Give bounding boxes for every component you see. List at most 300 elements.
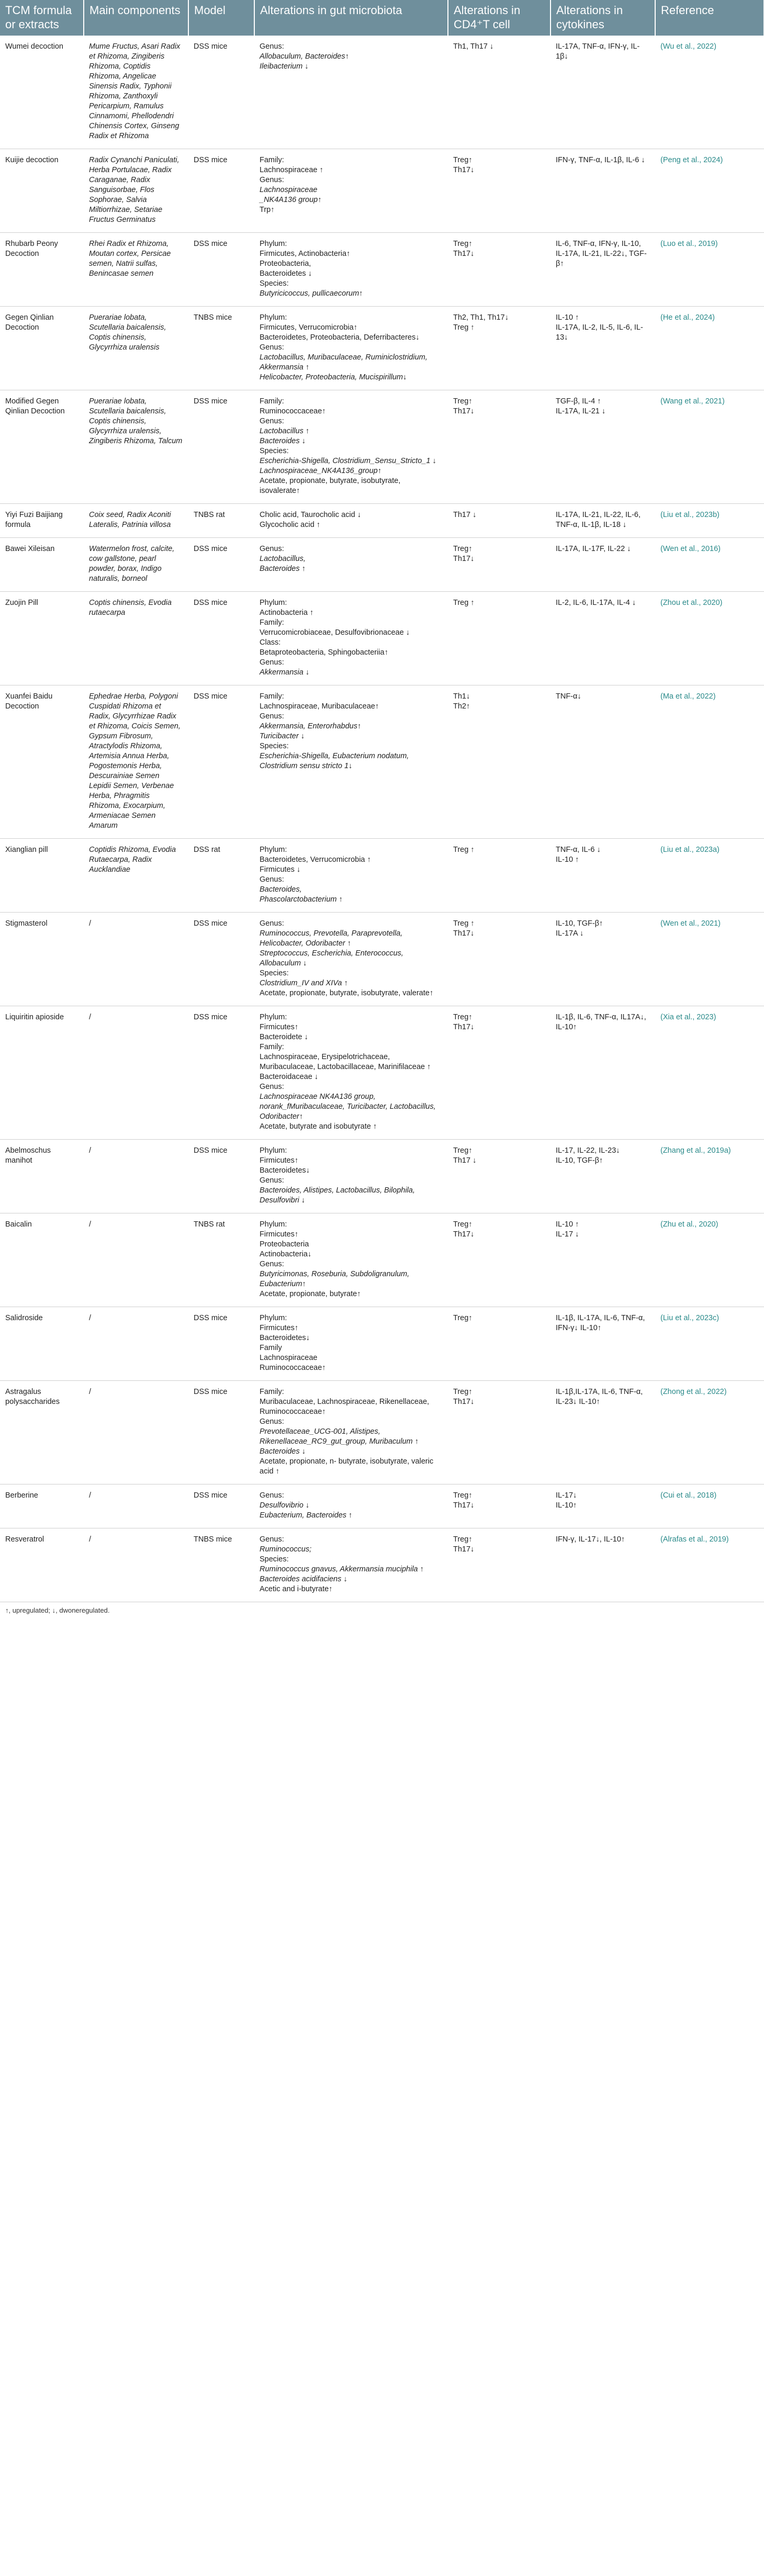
cd4-line: Treg↑ bbox=[453, 1220, 473, 1229]
cell-cd4 bbox=[448, 1528, 550, 1602]
microbiota-line: Bacteroidaceae ↓ bbox=[260, 1073, 319, 1081]
microbiota-line: Ruminococcus gnavus, Akkermansia muciphila ↑ bbox=[260, 1565, 424, 1573]
cell-tcm-name: Xianglian pill bbox=[0, 839, 84, 913]
cell-components: / bbox=[84, 1484, 188, 1528]
cytokine-line: IL-17A, IL-17F, IL-22 ↓ bbox=[556, 545, 631, 553]
cell-microbiota bbox=[254, 685, 448, 839]
cell-model: TNBS mice bbox=[188, 1528, 254, 1602]
cell-model: DSS mice bbox=[188, 390, 254, 504]
microbiota-line: Actinobacteria↓ bbox=[260, 1250, 312, 1258]
header-components: Main components bbox=[84, 0, 188, 36]
cell-tcm-name: Stigmasterol bbox=[0, 913, 84, 1006]
table-row bbox=[0, 839, 764, 913]
table-row bbox=[0, 685, 764, 839]
microbiota-line: Family: bbox=[260, 692, 284, 701]
microbiota-line: Bacteroides ↑ bbox=[260, 565, 306, 573]
cell-model: TNBS mice bbox=[188, 307, 254, 390]
cell-components: Coptidis Rhizoma, Evodia Rutaecarpa, Radix Aucklandiae bbox=[84, 839, 188, 913]
footnote: ↑, upregulated; ↓, dwoneregulated. bbox=[5, 1606, 110, 1614]
cytokine-line: TNF-α↓ bbox=[556, 692, 581, 701]
cell-cd4 bbox=[448, 390, 550, 504]
table-row bbox=[0, 233, 764, 307]
cell-reference bbox=[655, 1140, 764, 1213]
cytokine-line: IL-1β, IL-17A, IL-6, TNF-α, IFN-γ↓ IL-10↑ bbox=[556, 1314, 645, 1332]
reference-link[interactable]: (Wen et al., 2016) bbox=[660, 545, 721, 553]
microbiota-line: Acetate, propionate, butyrate↑ bbox=[260, 1290, 361, 1298]
microbiota-line: Bacteroides, Alistipes, Lactobacillus, Bilophila, Desulfovibri ↓ bbox=[260, 1186, 415, 1205]
microbiota-line: Genus: bbox=[260, 1418, 284, 1426]
cell-microbiota bbox=[254, 1006, 448, 1140]
table-row bbox=[0, 913, 764, 1006]
header-microbiota: Alterations in gut microbiota bbox=[254, 0, 448, 36]
table-row bbox=[0, 1381, 764, 1484]
cytokine-line: IL-17, IL-22, IL-23↓ bbox=[556, 1146, 620, 1155]
reference-link[interactable]: (Ma et al., 2022) bbox=[660, 692, 716, 701]
cell-model: DSS mice bbox=[188, 149, 254, 233]
cell-microbiota bbox=[254, 1213, 448, 1307]
microbiota-line: Acetate, propionate, butyrate, isobutyrate, valerate↑ bbox=[260, 989, 434, 997]
cell-reference bbox=[655, 1484, 764, 1528]
cell-microbiota bbox=[254, 1484, 448, 1528]
cd4-line: Th2↑ bbox=[453, 702, 470, 711]
cell-tcm-name: Baicalin bbox=[0, 1213, 84, 1307]
microbiota-line: Firmicutes, Actinobacteria↑ bbox=[260, 250, 351, 258]
cell-components: / bbox=[84, 913, 188, 1006]
cytokine-line: IL-6, TNF-α, IFN-γ, IL-10, IL-17A, IL-21, IL-22↓, TGF-β↑ bbox=[556, 240, 647, 268]
microbiota-line: Genus: bbox=[260, 658, 284, 667]
microbiota-line: Firmicutes↑ bbox=[260, 1156, 299, 1165]
microbiota-line: Streptococcus, Escherichia, Enterococcus, Allobaculum ↓ bbox=[260, 949, 403, 968]
microbiota-line: Phylum: bbox=[260, 1013, 287, 1021]
cd4-line: Th17↓ bbox=[453, 1230, 475, 1239]
cell-tcm-name: Liquiritin apioside bbox=[0, 1006, 84, 1140]
cd4-line: Th17↓ bbox=[453, 555, 475, 563]
cell-tcm-name: Salidroside bbox=[0, 1307, 84, 1381]
cell-components: Rhei Radix et Rhizoma, Moutan cortex, Persicae semen, Natrii sulfas, Benincasae semen bbox=[84, 233, 188, 307]
cell-cytokines bbox=[550, 233, 655, 307]
microbiota-line: Firmicutes↑ bbox=[260, 1230, 299, 1239]
cytokine-line: TGF-β, IL-4 ↑ bbox=[556, 397, 601, 406]
cell-tcm-name: Zuojin Pill bbox=[0, 592, 84, 685]
cell-reference bbox=[655, 839, 764, 913]
microbiota-line: Genus: bbox=[260, 343, 284, 352]
microbiota-line: Phylum: bbox=[260, 1220, 287, 1229]
cytokine-line: IL-10 ↑ bbox=[556, 856, 579, 864]
microbiota-line: Ruminococcaceae↑ bbox=[260, 407, 326, 415]
cell-model: DSS mice bbox=[188, 1006, 254, 1140]
microbiota-line: Species: bbox=[260, 742, 289, 750]
cd4-line: Treg ↑ bbox=[453, 599, 475, 607]
reference-link[interactable]: (Liu et al., 2023b) bbox=[660, 511, 720, 519]
table-header bbox=[0, 0, 764, 36]
cell-cd4 bbox=[448, 36, 550, 149]
reference-link[interactable]: (Peng et al., 2024) bbox=[660, 156, 723, 164]
cell-reference bbox=[655, 233, 764, 307]
cell-model: DSS mice bbox=[188, 592, 254, 685]
cell-components: Coptis chinensis, Evodia rutaecarpa bbox=[84, 592, 188, 685]
cell-components: Puerariae lobata, Scutellaria baicalensis, Coptis chinensis, Glycyrrhiza uralensis, Zingiberis Rhizoma, Talcum bbox=[84, 390, 188, 504]
microbiota-line: Helicobacter, Proteobacteria, Mucispirillum↓ bbox=[260, 373, 407, 381]
cell-cytokines bbox=[550, 1307, 655, 1381]
cell-components: / bbox=[84, 1307, 188, 1381]
cell-model: DSS mice bbox=[188, 913, 254, 1006]
microbiota-line: Actinobacteria ↑ bbox=[260, 609, 314, 617]
table-row bbox=[0, 592, 764, 685]
cd4-line: Th17↓ bbox=[453, 1501, 475, 1510]
cell-model: DSS mice bbox=[188, 538, 254, 592]
cell-cytokines bbox=[550, 36, 655, 149]
cytokine-line: IL-17A, IL-21, IL-22, IL-6, TNF-α, IL-1β, IL-18 ↓ bbox=[556, 511, 641, 529]
cell-reference bbox=[655, 592, 764, 685]
cytokine-line: IL-17A, IL-21 ↓ bbox=[556, 407, 606, 415]
microbiota-line: Ruminococcaceae↑ bbox=[260, 1364, 326, 1372]
microbiota-line: Bacteroidetes↓ bbox=[260, 1334, 310, 1342]
table-body bbox=[0, 36, 764, 1602]
microbiota-line: Akkermansia, Enterorhabdus↑ bbox=[260, 722, 362, 730]
cell-model: TNBS rat bbox=[188, 504, 254, 538]
cytokine-line: IL-17A ↓ bbox=[556, 929, 584, 938]
cd4-line: Th17↓ bbox=[453, 1023, 475, 1031]
microbiota-line: Turicibacter ↓ bbox=[260, 732, 305, 740]
cell-microbiota bbox=[254, 538, 448, 592]
microbiota-line: Escherichia-Shigella, Clostridium_Sensu_Stricto_1 ↓ bbox=[260, 457, 436, 465]
cell-components: Mume Fructus, Asari Radix et Rhizoma, Zingiberis Rhizoma, Coptidis Rhizoma, Angelicae Sinensis Radix, Typhonii Rhizoma, Zanthoxyli Pericarpium, Ramulus Cinnamomi, Phellodendri Chinensis Cortex, Ginseng Radix et Rhizoma bbox=[84, 36, 188, 149]
cell-microbiota bbox=[254, 592, 448, 685]
cell-microbiota bbox=[254, 1307, 448, 1381]
table-row bbox=[0, 149, 764, 233]
microbiota-line: Betaproteobacteria, Sphingobacteriia↑ bbox=[260, 648, 388, 657]
microbiota-line: Species: bbox=[260, 447, 289, 455]
microbiota-line: Phylum: bbox=[260, 1146, 287, 1155]
cell-microbiota bbox=[254, 1140, 448, 1213]
cell-components: Coix seed, Radix Aconiti Lateralis, Patrinia villosa bbox=[84, 504, 188, 538]
microbiota-line: Clostridium_IV and XIVa ↑ bbox=[260, 979, 348, 987]
microbiota-line: Bacteroides, bbox=[260, 885, 302, 894]
cell-cd4 bbox=[448, 1213, 550, 1307]
microbiota-line: Genus: bbox=[260, 1260, 284, 1268]
cell-cytokines bbox=[550, 1484, 655, 1528]
microbiota-line: Lactobacillus ↑ bbox=[260, 427, 310, 435]
cd4-line: Th17↓ bbox=[453, 407, 475, 415]
microbiota-line: Phylum: bbox=[260, 240, 287, 248]
microbiota-line: _NK4A136 group↑ bbox=[260, 196, 322, 204]
cell-components: / bbox=[84, 1213, 188, 1307]
header-cytokines: Alterations in cytokines bbox=[550, 0, 655, 36]
header-tcm: TCM formula or extracts bbox=[0, 0, 84, 36]
cell-model: TNBS rat bbox=[188, 1213, 254, 1307]
cell-reference bbox=[655, 685, 764, 839]
microbiota-line: Lachnospiraceae bbox=[260, 1354, 318, 1362]
microbiota-line: Ileibacterium ↓ bbox=[260, 62, 309, 71]
table-row bbox=[0, 1307, 764, 1381]
reference-link[interactable]: (Zhang et al., 2019a) bbox=[660, 1146, 731, 1155]
cytokine-line: IL-10 ↑ bbox=[556, 1220, 579, 1229]
microbiota-line: Butyricimonas, Roseburia, Subdoligranulum, Eubacterium↑ bbox=[260, 1270, 410, 1288]
cell-reference bbox=[655, 538, 764, 592]
cd4-line: Th17 ↓ bbox=[453, 511, 477, 519]
cytokine-line: IL-17A, TNF-α, IFN-γ, IL-1β↓ bbox=[556, 42, 640, 61]
table-row bbox=[0, 390, 764, 504]
cytokine-line: IFN-γ, IL-17↓, IL-10↑ bbox=[556, 1535, 625, 1544]
cell-reference bbox=[655, 1528, 764, 1602]
cell-reference bbox=[655, 149, 764, 233]
cell-tcm-name: Wumei decoction bbox=[0, 36, 84, 149]
microbiota-line: Lachnospiraceae, Muribaculaceae↑ bbox=[260, 702, 379, 711]
cell-cd4 bbox=[448, 1381, 550, 1484]
microbiota-line: Acetate, propionate, butyrate, isobutyrate, isovalerate↑ bbox=[260, 477, 401, 495]
cell-cd4 bbox=[448, 1307, 550, 1381]
cell-model: DSS mice bbox=[188, 36, 254, 149]
cell-tcm-name: Abelmoschus manihot bbox=[0, 1140, 84, 1213]
table-row bbox=[0, 307, 764, 390]
reference-link[interactable]: (Liu et al., 2023c) bbox=[660, 1314, 720, 1322]
cell-model: DSS mice bbox=[188, 1140, 254, 1213]
microbiota-line: Lachnospiraceae, Erysipelotrichaceae, Muribaculaceae, Lactobacillaceae, Marinifilaceae ↑ bbox=[260, 1053, 431, 1071]
cell-tcm-name: Gegen Qinlian Decoction bbox=[0, 307, 84, 390]
cell-tcm-name: Astragalus polysaccharides bbox=[0, 1381, 84, 1484]
cd4-line: Treg ↑ bbox=[453, 846, 475, 854]
reference-link[interactable]: (Alrafas et al., 2019) bbox=[660, 1535, 729, 1544]
cell-model: DSS mice bbox=[188, 1381, 254, 1484]
cell-reference bbox=[655, 1381, 764, 1484]
cell-microbiota bbox=[254, 1528, 448, 1602]
reference-link[interactable]: (Luo et al., 2019) bbox=[660, 240, 718, 248]
microbiota-line: Firmicutes↑ bbox=[260, 1023, 299, 1031]
microbiota-line: Bacteroides ↓ bbox=[260, 1447, 306, 1456]
cell-model: DSS mice bbox=[188, 233, 254, 307]
cell-cytokines bbox=[550, 1006, 655, 1140]
cell-microbiota bbox=[254, 1381, 448, 1484]
cell-cytokines bbox=[550, 538, 655, 592]
microbiota-line: Prevotellaceae_UCG-001, Alistipes, Rikenellaceae_RC9_gut_group, Muribaculum ↑ bbox=[260, 1427, 419, 1446]
cell-components: Ephedrae Herba, Polygoni Cuspidati Rhizoma et Radix, Glycyrrhizae Radix et Rhizoma, Coicis Semen, Gypsum Fibrosum, Atractylodis Rhizoma, Artemisia Annua Herba, Pogostemonis Herba, Descurainiae Semen Lepidii Semen, Verbenae Herba, Phragmitis Rhizoma, Exocarpium, Armeniacae Semen Amarum bbox=[84, 685, 188, 839]
microbiota-line: Genus: bbox=[260, 1083, 284, 1091]
cd4-line: Th1↓ bbox=[453, 692, 470, 701]
cell-tcm-name: Modified Gegen Qinlian Decoction bbox=[0, 390, 84, 504]
microbiota-line: Lachnospiraceae NK4A136 group, norank_fMuribaculaceae, Turicibacter, Lactobacillus, Odoribacter↑ bbox=[260, 1093, 436, 1121]
microbiota-line: Genus: bbox=[260, 176, 284, 184]
microbiota-line: Species: bbox=[260, 969, 289, 977]
cell-cytokines bbox=[550, 1381, 655, 1484]
cell-cd4 bbox=[448, 233, 550, 307]
microbiota-line: Muribaculaceae, Lachnospiraceae, Rikenellaceae, Ruminococcaceae↑ bbox=[260, 1398, 430, 1416]
microbiota-line: Genus: bbox=[260, 1176, 284, 1185]
microbiota-line: Cholic acid, Taurocholic acid ↓ bbox=[260, 511, 361, 519]
microbiota-line: Bacteroidetes ↓ bbox=[260, 269, 312, 278]
cd4-line: Th17↓ bbox=[453, 929, 475, 938]
microbiota-line: Lachnospiraceae_NK4A136_group↑ bbox=[260, 467, 381, 475]
cd4-line: Treg↑ bbox=[453, 156, 473, 164]
reference-link[interactable]: (Wang et al., 2021) bbox=[660, 397, 725, 406]
microbiota-line: Glycocholic acid ↑ bbox=[260, 521, 321, 529]
table-row bbox=[0, 1528, 764, 1602]
cell-reference bbox=[655, 504, 764, 538]
cd4-line: Treg↑ bbox=[453, 1491, 473, 1500]
microbiota-line: Family: bbox=[260, 156, 284, 164]
cell-microbiota bbox=[254, 149, 448, 233]
microbiota-line: Genus: bbox=[260, 1535, 284, 1544]
cell-tcm-name: Kuijie decoction bbox=[0, 149, 84, 233]
microbiota-line: Genus: bbox=[260, 875, 284, 884]
cytokine-line: IFN-γ, TNF-α, IL-1β, IL-6 ↓ bbox=[556, 156, 645, 164]
microbiota-line: Class: bbox=[260, 638, 281, 647]
microbiota-line: Family: bbox=[260, 618, 284, 627]
table-row bbox=[0, 1213, 764, 1307]
microbiota-line: Genus: bbox=[260, 712, 284, 721]
microbiota-line: Bacteroides ↓ bbox=[260, 437, 306, 445]
microbiota-line: Species: bbox=[260, 1555, 289, 1563]
cell-microbiota bbox=[254, 233, 448, 307]
microbiota-line: Family: bbox=[260, 397, 284, 406]
cytokine-line: IL-17 ↓ bbox=[556, 1230, 579, 1239]
microbiota-line: Phylum: bbox=[260, 846, 287, 854]
cell-tcm-name: Bawei Xileisan bbox=[0, 538, 84, 592]
cell-tcm-name: Xuanfei Baidu Decoction bbox=[0, 685, 84, 839]
cell-cytokines bbox=[550, 390, 655, 504]
cell-cytokines bbox=[550, 685, 655, 839]
cytokine-line: IL-10↑ bbox=[556, 1501, 577, 1510]
cell-cd4 bbox=[448, 1006, 550, 1140]
microbiota-line: Firmicutes, Verrucomicrobia↑ bbox=[260, 323, 357, 332]
microbiota-line: Genus: bbox=[260, 919, 284, 928]
cd4-line: Th17↓ bbox=[453, 250, 475, 258]
cytokine-line: IL-10, TGF-β↑ bbox=[556, 1156, 603, 1165]
cytokine-line: IL-17A, IL-2, IL-5, IL-6, IL-13↓ bbox=[556, 323, 643, 342]
cell-reference bbox=[655, 390, 764, 504]
microbiota-line: Phylum: bbox=[260, 599, 287, 607]
header-model: Model bbox=[188, 0, 254, 36]
microbiota-line: Acetate, butyrate and isobutyrate ↑ bbox=[260, 1122, 377, 1131]
microbiota-line: Akkermansia ↓ bbox=[260, 668, 310, 677]
microbiota-line: Lachnospiraceae ↑ bbox=[260, 166, 323, 174]
microbiota-line: Phylum: bbox=[260, 1314, 287, 1322]
microbiota-line: Firmicutes↑ bbox=[260, 1324, 299, 1332]
cell-model: DSS mice bbox=[188, 1484, 254, 1528]
cell-cd4 bbox=[448, 149, 550, 233]
microbiota-line: Allobaculum, Bacteroides↑ bbox=[260, 52, 349, 61]
reference-link[interactable]: (Wu et al., 2022) bbox=[660, 42, 716, 51]
cytokine-line: IL-17↓ bbox=[556, 1491, 577, 1500]
cd4-line: Treg↑ bbox=[453, 1388, 473, 1396]
cell-cd4 bbox=[448, 538, 550, 592]
reference-link[interactable]: (Zhong et al., 2022) bbox=[660, 1388, 727, 1396]
microbiota-line: Eubacterium, Bacteroides ↑ bbox=[260, 1511, 353, 1520]
cell-microbiota bbox=[254, 504, 448, 538]
cell-cd4 bbox=[448, 1484, 550, 1528]
microbiota-line: Ruminococcus, Prevotella, Paraprevotella, Helicobacter, Odoribacter ↑ bbox=[260, 929, 403, 948]
reference-link[interactable]: (He et al., 2024) bbox=[660, 313, 715, 322]
cell-components: Puerariae lobata, Scutellaria baicalensis, Coptis chinensis, Glycyrrhiza uralensis bbox=[84, 307, 188, 390]
cell-microbiota bbox=[254, 839, 448, 913]
microbiota-line: Lactobacillus, bbox=[260, 555, 306, 563]
cell-reference bbox=[655, 1307, 764, 1381]
cell-cytokines bbox=[550, 1213, 655, 1307]
reference-link[interactable]: (Wen et al., 2021) bbox=[660, 919, 721, 928]
cd4-line: Treg↑ bbox=[453, 1314, 473, 1322]
cell-model: DSS mice bbox=[188, 685, 254, 839]
microbiota-line: Firmicutes ↓ bbox=[260, 865, 301, 874]
cell-cd4 bbox=[448, 1140, 550, 1213]
cd4-line: Treg↑ bbox=[453, 545, 473, 553]
cd4-line: Treg↑ bbox=[453, 1013, 473, 1021]
cell-cytokines bbox=[550, 149, 655, 233]
reference-link[interactable]: (Liu et al., 2023a) bbox=[660, 846, 720, 854]
cell-tcm-name: Berberine bbox=[0, 1484, 84, 1528]
cytokine-line: IL-1β,IL-17A, IL-6, TNF-α, IL-23↓ IL-10↑ bbox=[556, 1388, 643, 1406]
cell-components: Watermelon frost, calcite, cow gallstone, pearl powder, borax, Indigo naturalis, borneol bbox=[84, 538, 188, 592]
cytokine-line: IL-10, TGF-β↑ bbox=[556, 919, 603, 928]
table-row bbox=[0, 1140, 764, 1213]
reference-link[interactable]: (Zhu et al., 2020) bbox=[660, 1220, 718, 1229]
cell-components: / bbox=[84, 1140, 188, 1213]
microbiota-line: Genus: bbox=[260, 417, 284, 425]
microbiota-line: Family: bbox=[260, 1388, 284, 1396]
reference-link[interactable]: (Zhou et al., 2020) bbox=[660, 599, 723, 607]
cell-tcm-name: Yiyi Fuzi Baijiang formula bbox=[0, 504, 84, 538]
cd4-line: Treg↑ bbox=[453, 1535, 473, 1544]
table-row bbox=[0, 504, 764, 538]
cell-components: / bbox=[84, 1528, 188, 1602]
cytokine-line: IL-1β, IL-6, TNF-α, IL17A↓, IL-10↑ bbox=[556, 1013, 646, 1031]
cell-reference bbox=[655, 36, 764, 149]
header-reference: Reference bbox=[655, 0, 764, 36]
cell-cd4 bbox=[448, 913, 550, 1006]
microbiota-line: Phascolarctobacterium ↑ bbox=[260, 895, 343, 904]
microbiota-line: Bacteroidetes, Verrucomicrobia ↑ bbox=[260, 856, 371, 864]
cell-cd4 bbox=[448, 307, 550, 390]
cd4-line: Treg↑ bbox=[453, 240, 473, 248]
cd4-line: Treg↑ bbox=[453, 397, 473, 406]
cell-reference bbox=[655, 913, 764, 1006]
microbiota-line: Bacteroides acidifaciens ↓ bbox=[260, 1575, 347, 1583]
cd4-line: Treg↑ bbox=[453, 1146, 473, 1155]
microbiota-line: Bacteroidete ↓ bbox=[260, 1033, 308, 1041]
table-row bbox=[0, 538, 764, 592]
cell-components: Radix Cynanchi Paniculati, Herba Portulacae, Radix Caraganae, Radix Sanguisorbae, Flos Sophorae, Salvia Miltiorrhizae, Setariae Fructus Germinatus bbox=[84, 149, 188, 233]
table-row bbox=[0, 36, 764, 149]
cd4-line: Th17↓ bbox=[453, 1545, 475, 1554]
microbiota-line: Lachnospiraceae bbox=[260, 186, 318, 194]
cell-cytokines bbox=[550, 307, 655, 390]
cell-microbiota bbox=[254, 913, 448, 1006]
microbiota-line: Proteobacteria bbox=[260, 1240, 309, 1248]
cytokine-line: IL-10 ↑ bbox=[556, 313, 579, 322]
cell-cd4 bbox=[448, 685, 550, 839]
reference-link[interactable]: (Cui et al., 2018) bbox=[660, 1491, 717, 1500]
microbiota-line: Butyricicoccus, pullicaecorum↑ bbox=[260, 289, 363, 298]
microbiota-line: Acetate, propionate, n- butyrate, isobutyrate, valeric acid ↑ bbox=[260, 1457, 434, 1476]
cd4-line: Th17↓ bbox=[453, 1398, 475, 1406]
cd4-line: Treg ↑ bbox=[453, 919, 475, 928]
cell-cd4 bbox=[448, 504, 550, 538]
microbiota-line: Species: bbox=[260, 279, 289, 288]
cell-microbiota bbox=[254, 307, 448, 390]
microbiota-line: Family: bbox=[260, 1043, 284, 1051]
microbiota-line: Verrucomicrobiaceae, Desulfovibrionaceae ↓ bbox=[260, 628, 410, 637]
microbiota-line: Bacteroidetes↓ bbox=[260, 1166, 310, 1175]
microbiota-line: Bacteroidetes, Proteobacteria, Deferribacteres↓ bbox=[260, 333, 420, 342]
microbiota-line: Proteobacteria, bbox=[260, 260, 311, 268]
cd4-line: Th17 ↓ bbox=[453, 1156, 477, 1165]
microbiota-line: Genus: bbox=[260, 545, 284, 553]
reference-link[interactable]: (Xia et al., 2023) bbox=[660, 1013, 716, 1021]
microbiota-line: Escherichia-Shigella, Eubacterium nodatum, Clostridium sensu stricto 1↓ bbox=[260, 752, 409, 770]
header-cd4: Alterations in CD4⁺T cell bbox=[448, 0, 550, 36]
microbiota-line: Phylum: bbox=[260, 313, 287, 322]
cd4-line: Th17↓ bbox=[453, 166, 475, 174]
cell-reference bbox=[655, 307, 764, 390]
microbiota-line: Family bbox=[260, 1344, 282, 1352]
